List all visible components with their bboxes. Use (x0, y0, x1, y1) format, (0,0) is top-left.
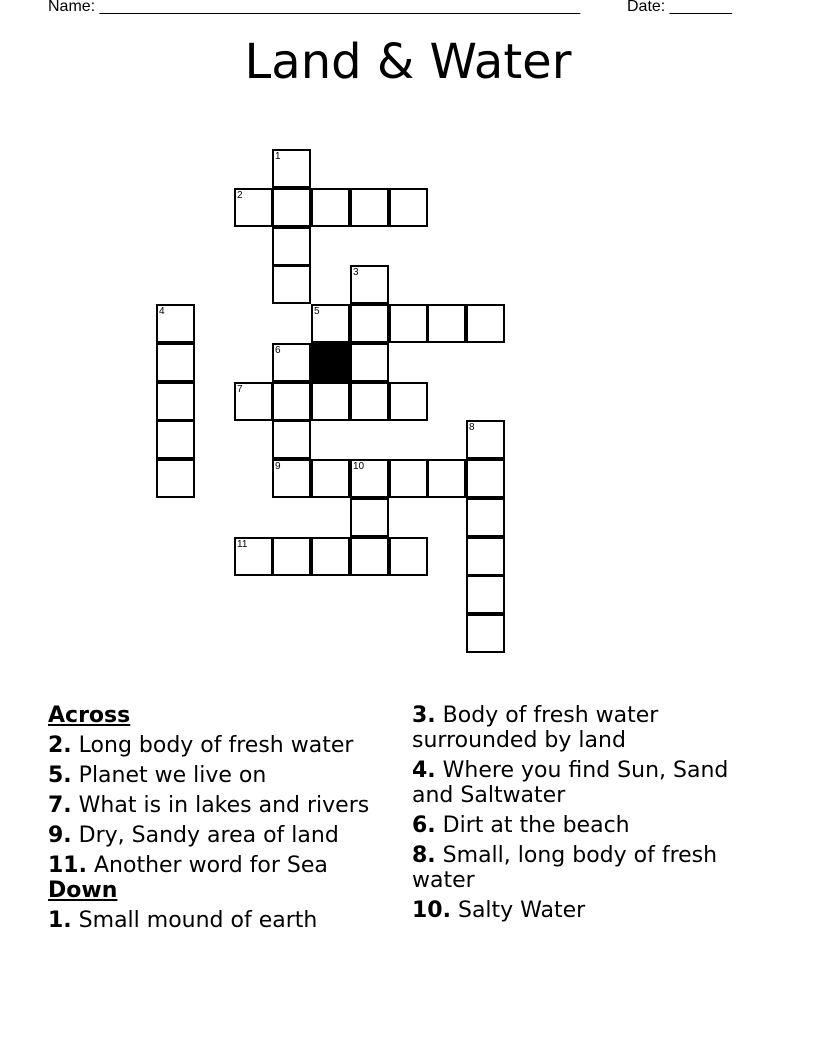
crossword-cell[interactable] (234, 382, 273, 421)
crossword-cell[interactable] (156, 420, 195, 459)
crossword-cell[interactable] (311, 459, 350, 498)
clue-number: 10. (412, 898, 451, 923)
cell-number: 10 (353, 461, 365, 472)
cell-number: 2 (237, 190, 243, 201)
crossword-cell[interactable] (272, 188, 311, 227)
clue-number: 9. (48, 823, 72, 848)
clue-number: 3. (412, 703, 436, 728)
crossword-cell[interactable] (272, 459, 311, 498)
crossword-cell[interactable] (389, 188, 428, 227)
crossword-cell[interactable] (350, 459, 389, 498)
crossword-cell[interactable] (389, 304, 428, 343)
clue-text: Small, long body of fresh water (412, 843, 718, 893)
clue-across-7 (48, 793, 398, 818)
name-field-label: Name: ______________________________________________________ (48, 0, 581, 15)
cell-number: 5 (314, 306, 320, 317)
crossword-cell[interactable] (389, 459, 428, 498)
clue-number: 4. (412, 758, 436, 783)
cell-number: 9 (275, 461, 281, 472)
clue-number: 1. (48, 908, 72, 933)
cell-number: 1 (275, 151, 281, 162)
crossword-cell[interactable] (466, 575, 505, 614)
crossword-cell[interactable] (272, 420, 311, 459)
crossword-cell[interactable] (350, 265, 389, 304)
crossword-cell[interactable] (350, 537, 389, 576)
cell-number: 6 (275, 345, 281, 356)
crossword-cell[interactable] (234, 537, 273, 576)
crossword-cell[interactable] (466, 537, 505, 576)
crossword-cell[interactable] (156, 343, 195, 382)
crossword-cell[interactable] (311, 537, 350, 576)
crossword-cell[interactable] (350, 382, 389, 421)
clue-across-5 (48, 763, 398, 788)
crossword-cell[interactable] (311, 304, 350, 343)
crossword-cell[interactable] (389, 537, 428, 576)
clue-text: Planet we live on (78, 763, 267, 788)
crossword-cell[interactable] (272, 227, 311, 266)
crossword-cell[interactable] (466, 498, 505, 537)
clue-number: 8. (412, 843, 436, 868)
page-title: Land & Water (244, 34, 572, 90)
crossword-cell[interactable] (272, 265, 311, 304)
clue-down-10 (412, 898, 762, 923)
clues-column-left (48, 703, 398, 938)
crossword-cell[interactable] (311, 382, 350, 421)
down-heading: Down (48, 878, 118, 903)
clue-down-8 (412, 843, 762, 893)
crossword-cell[interactable] (350, 343, 389, 382)
crossword-cell[interactable] (350, 304, 389, 343)
cell-number: 4 (159, 306, 165, 317)
clue-across-11 (48, 853, 398, 878)
crossword-cell[interactable] (156, 304, 195, 343)
crossword-cell[interactable] (156, 459, 195, 498)
crossword-cell[interactable] (350, 188, 389, 227)
crossword-cell[interactable] (389, 382, 428, 421)
clue-down-1 (48, 908, 398, 933)
crossword-cell[interactable] (427, 459, 466, 498)
date-field-label: Date: _______ (627, 0, 732, 15)
crossword-cell[interactable] (427, 304, 466, 343)
crossword-cell[interactable] (272, 343, 311, 382)
clue-text: Body of fresh water surrounded by land (412, 703, 659, 753)
clue-text: Dirt at the beach (442, 813, 630, 838)
crossword-cell[interactable] (311, 188, 350, 227)
crossword-cell[interactable] (156, 382, 195, 421)
crossword-cell[interactable] (234, 188, 273, 227)
clue-text: Salty Water (457, 898, 586, 923)
clue-number: 11. (48, 853, 87, 878)
clue-across-9 (48, 823, 398, 848)
clue-number: 5. (48, 763, 72, 788)
crossword-cell[interactable] (272, 382, 311, 421)
clue-number: 7. (48, 793, 72, 818)
cell-number: 8 (469, 422, 475, 433)
clue-number: 2. (48, 733, 72, 758)
clue-down-3 (412, 703, 762, 753)
crossword-cell[interactable] (272, 537, 311, 576)
clue-down-6 (412, 813, 762, 838)
crossword-cell[interactable] (350, 498, 389, 537)
clue-text: Where you find Sun, Sand and Saltwater (412, 758, 729, 808)
crossword-black-cell (311, 343, 350, 382)
cell-number: 11 (237, 539, 248, 550)
clue-text: Small mound of earth (78, 908, 318, 933)
clue-number: 6. (412, 813, 436, 838)
crossword-cell[interactable] (466, 420, 505, 459)
crossword-cell[interactable] (466, 304, 505, 343)
crossword-cell[interactable] (272, 149, 311, 188)
clue-down-4 (412, 758, 762, 808)
crossword-cell[interactable] (466, 459, 505, 498)
clue-across-2 (48, 733, 398, 758)
clues-column-right (412, 703, 762, 928)
clue-text: Dry, Sandy area of land (78, 823, 339, 848)
clue-text: Another word for Sea (93, 853, 328, 878)
crossword-cell[interactable] (466, 614, 505, 653)
across-heading: Across (48, 703, 131, 728)
clue-text: Long body of fresh water (78, 733, 354, 758)
cell-number: 3 (353, 267, 359, 278)
cell-number: 7 (237, 384, 243, 395)
clue-text: What is in lakes and rivers (78, 793, 370, 818)
